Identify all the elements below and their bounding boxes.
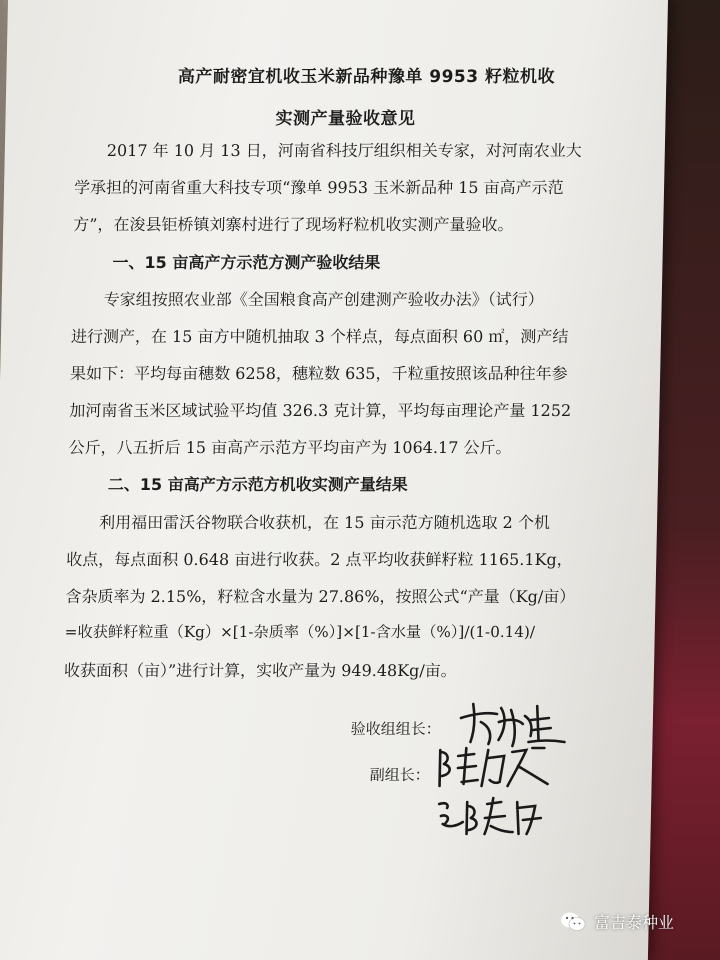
text-line: 果如下：平均每亩穗数 6258，穗粒数 635，千粒重按照该品种往年参	[69, 364, 568, 383]
text-line: 进行测产，在 15 亩方中随机抽取 3 个样点，每点面积 60 ㎡，测产结	[70, 327, 569, 346]
text-line: 收点，每点面积 0.648 亩进行收获。2 点平均收获鲜籽粒 1165.1Kg，	[66, 550, 573, 569]
text-line: =收获鲜籽粒重（Kg）×[1-杂质率（%）]×[1-含水量（%）]/(1-0.14)/	[64, 623, 536, 641]
document-body	[28, 0, 658, 960]
text-line: 公斤，八五折后 15 亩高产示范方平均亩产为 1064.17 公斤。	[68, 438, 512, 457]
document-title-line1: 高产耐密宜机收玉米新品种豫单 9953 籽粒机收	[177, 67, 556, 87]
deputy-signature-2	[432, 794, 563, 840]
text-line: 利用福田雷沃谷物联合收获机，在 15 亩示范方随机选取 2 个机	[98, 513, 551, 532]
watermark	[560, 910, 674, 933]
deputy-signature-1	[433, 742, 564, 792]
watermark-text: 富吉泰种业	[594, 913, 675, 932]
text-line: 方”，在浚县钜桥镇刘寨村进行了现场籽粒机收实测产量验收。	[73, 215, 514, 234]
document-title-line2: 实测产量验收意见	[275, 109, 416, 129]
leader-label: 验收组组长：	[350, 720, 441, 738]
section2-heading: 二、15 亩高产方示范方机收实测产量结果	[107, 475, 408, 494]
text-line: 加河南省玉米区域试验平均值 326.3 克计算，平均每亩理论产量 1252	[69, 401, 572, 420]
text-line: 2017 年 10 月 13 日，河南省科技厅组织相关专家，对河南农业大	[106, 141, 582, 160]
text-line: 专家组按照农业部《全国粮食高产创建测产验收办法》（试行）	[103, 290, 544, 309]
text-line: 收获面积（亩）”进行计算，实收产量为 949.48Kg/亩。	[63, 661, 457, 680]
section1-heading: 一、15 亩高产方示范方测产验收结果	[112, 253, 381, 272]
deputy-label: 副组长：	[369, 766, 430, 784]
wechat-icon	[560, 911, 586, 933]
text-line: 含杂质率为 2.15%，籽粒含水量为 27.86%，按照公式“产量（Kg/亩）	[65, 587, 576, 606]
text-line: 学承担的河南省重大科技专项“豫单 9953 玉米新品种 15 亩高产示范	[73, 178, 564, 197]
